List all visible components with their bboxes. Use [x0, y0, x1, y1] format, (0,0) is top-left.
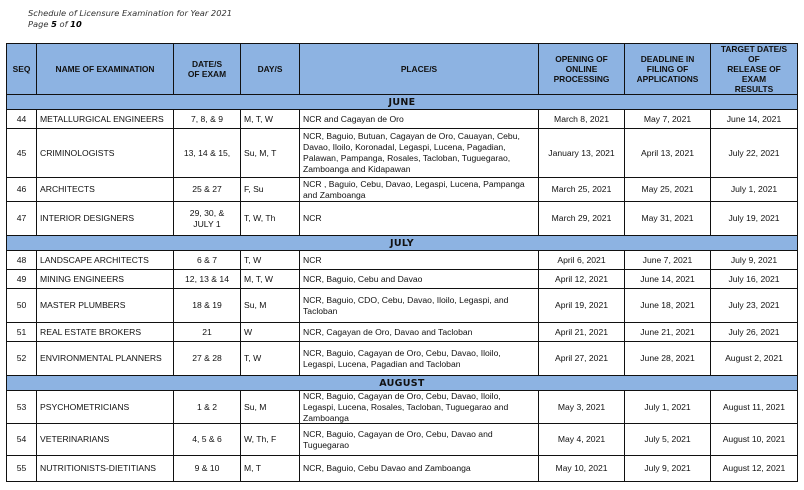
cell-target: August 10, 2021	[711, 424, 798, 456]
cell-opening: March 29, 2021	[539, 202, 625, 236]
cell-opening: May 4, 2021	[539, 424, 625, 456]
cell-name: ENVIRONMENTAL PLANNERS	[37, 342, 174, 376]
cell-target: July 1, 2021	[711, 178, 798, 202]
cell-name: ARCHITECTS	[37, 178, 174, 202]
cell-place: NCR	[300, 202, 539, 236]
cell-name: CRIMINOLOGISTS	[37, 129, 174, 178]
page-total: 10	[70, 19, 82, 29]
cell-day: Su, M	[241, 391, 300, 424]
cell-target: August 12, 2021	[711, 456, 798, 482]
cell-day: F, Su	[241, 178, 300, 202]
header-opening: OPENING OF ONLINE PROCESSING	[539, 44, 625, 95]
cell-opening: April 6, 2021	[539, 251, 625, 270]
cell-date: 9 & 10	[174, 456, 241, 482]
cell-place: NCR, Baguio, Cebu Davao and Zamboanga	[300, 456, 539, 482]
header-day: DAY/S	[241, 44, 300, 95]
month-row-june: JUNE	[7, 95, 798, 110]
month-row-july: JULY	[7, 236, 798, 251]
header-deadline: DEADLINE IN FILING OF APPLICATIONS	[625, 44, 711, 95]
cell-day: T, W, Th	[241, 202, 300, 236]
cell-target: June 14, 2021	[711, 110, 798, 129]
cell-seq: 46	[7, 178, 37, 202]
cell-name: NUTRITIONISTS-DIETITIANS	[37, 456, 174, 482]
cell-place: NCR , Baguio, Cebu, Davao, Legaspi, Lucena, Pampanga and Zamboanga	[300, 178, 539, 202]
cell-opening: April 12, 2021	[539, 270, 625, 289]
cell-seq: 50	[7, 289, 37, 323]
cell-place: NCR, Baguio, Cagayan de Oro, Cebu, Davao and Tuguegarao	[300, 424, 539, 456]
table-row	[7, 110, 798, 129]
table-row	[7, 391, 798, 424]
cell-opening: January 13, 2021	[539, 129, 625, 178]
header-seq: SEQ	[7, 44, 37, 95]
cell-date: 27 & 28	[174, 342, 241, 376]
cell-date: 12, 13 & 14	[174, 270, 241, 289]
table-row	[7, 129, 798, 178]
cell-day: M, T, W	[241, 270, 300, 289]
page-current: 5	[51, 19, 57, 29]
cell-name: LANDSCAPE ARCHITECTS	[37, 251, 174, 270]
table-row	[7, 424, 798, 456]
cell-date: 29, 30, & JULY 1	[174, 202, 241, 236]
cell-seq: 53	[7, 391, 37, 424]
table-row	[7, 251, 798, 270]
cell-seq: 49	[7, 270, 37, 289]
cell-place: NCR, Baguio, Butuan, Cagayan de Oro, Cauayan, Cebu, Davao, Iloilo, Koronadal, Legaspi, Lucena, Pagadian, Palawan, Pampanga, Rosales, Tacloban, Tuguegarao, Zamboanga and Kidapawan	[300, 129, 539, 178]
cell-seq: 51	[7, 323, 37, 342]
cell-deadline: June 18, 2021	[625, 289, 711, 323]
month-row-august: AUGUST	[7, 376, 798, 391]
cell-target: July 9, 2021	[711, 251, 798, 270]
cell-place: NCR and Cagayan de Oro	[300, 110, 539, 129]
cell-day: Su, M	[241, 289, 300, 323]
cell-date: 18 & 19	[174, 289, 241, 323]
cell-target: July 26, 2021	[711, 323, 798, 342]
cell-seq: 52	[7, 342, 37, 376]
cell-deadline: May 7, 2021	[625, 110, 711, 129]
document-title: Schedule of Licensure Examination for Year 2021	[28, 8, 233, 18]
cell-date: 13, 14 & 15,	[174, 129, 241, 178]
header-target: TARGET DATE/S OF RELEASE OF EXAM RESULTS	[711, 44, 798, 95]
cell-opening: April 27, 2021	[539, 342, 625, 376]
cell-date: 1 & 2	[174, 391, 241, 424]
cell-day: W, Th, F	[241, 424, 300, 456]
table-row	[7, 178, 798, 202]
cell-deadline: June 7, 2021	[625, 251, 711, 270]
cell-place: NCR, Baguio, Cagayan de Oro, Cebu, Davao, Iloilo, Legaspi, Lucena, Rosales, Tacloban, Tuguegarao and Zamboanga	[300, 391, 539, 424]
cell-day: M, T, W	[241, 110, 300, 129]
cell-place: NCR, Baguio, Cebu and Davao	[300, 270, 539, 289]
cell-deadline: July 1, 2021	[625, 391, 711, 424]
cell-target: July 16, 2021	[711, 270, 798, 289]
cell-opening: April 21, 2021	[539, 323, 625, 342]
cell-opening: May 3, 2021	[539, 391, 625, 424]
page-indicator: Page 5 of 10	[28, 19, 82, 29]
cell-target: July 19, 2021	[711, 202, 798, 236]
header-name: NAME OF EXAMINATION	[37, 44, 174, 95]
cell-seq: 44	[7, 110, 37, 129]
cell-opening: March 8, 2021	[539, 110, 625, 129]
cell-day: M, T	[241, 456, 300, 482]
cell-day: T, W	[241, 251, 300, 270]
table-row	[7, 202, 798, 236]
cell-deadline: June 28, 2021	[625, 342, 711, 376]
exam-schedule-table	[6, 43, 798, 482]
cell-name: MINING ENGINEERS	[37, 270, 174, 289]
cell-deadline: June 21, 2021	[625, 323, 711, 342]
cell-deadline: April 13, 2021	[625, 129, 711, 178]
table-header-row	[7, 44, 798, 95]
cell-deadline: May 31, 2021	[625, 202, 711, 236]
cell-day: T, W	[241, 342, 300, 376]
cell-place: NCR, Baguio, CDO, Cebu, Davao, Iloilo, Legaspi, and Tacloban	[300, 289, 539, 323]
cell-place: NCR, Cagayan de Oro, Davao and Tacloban	[300, 323, 539, 342]
cell-deadline: June 14, 2021	[625, 270, 711, 289]
cell-date: 4, 5 & 6	[174, 424, 241, 456]
cell-target: July 22, 2021	[711, 129, 798, 178]
table-row	[7, 456, 798, 482]
cell-date: 6 & 7	[174, 251, 241, 270]
cell-deadline: July 9, 2021	[625, 456, 711, 482]
header-date: DATE/S OF EXAM	[174, 44, 241, 95]
cell-name: INTERIOR DESIGNERS	[37, 202, 174, 236]
cell-seq: 48	[7, 251, 37, 270]
cell-opening: March 25, 2021	[539, 178, 625, 202]
cell-date: 21	[174, 323, 241, 342]
cell-name: REAL ESTATE BROKERS	[37, 323, 174, 342]
table-row	[7, 270, 798, 289]
cell-date: 7, 8, & 9	[174, 110, 241, 129]
cell-day: W	[241, 323, 300, 342]
cell-target: July 23, 2021	[711, 289, 798, 323]
header-place: PLACE/S	[300, 44, 539, 95]
cell-target: August 11, 2021	[711, 391, 798, 424]
table-row	[7, 323, 798, 342]
cell-name: MASTER PLUMBERS	[37, 289, 174, 323]
cell-deadline: May 25, 2021	[625, 178, 711, 202]
cell-opening: May 10, 2021	[539, 456, 625, 482]
cell-seq: 54	[7, 424, 37, 456]
cell-date: 25 & 27	[174, 178, 241, 202]
cell-name: VETERINARIANS	[37, 424, 174, 456]
cell-place: NCR, Baguio, Cagayan de Oro, Cebu, Davao, Iloilo, Legaspi, Lucena, Pagadian and Tacloban	[300, 342, 539, 376]
table-row	[7, 289, 798, 323]
cell-seq: 47	[7, 202, 37, 236]
cell-day: Su, M, T	[241, 129, 300, 178]
cell-opening: April 19, 2021	[539, 289, 625, 323]
cell-seq: 45	[7, 129, 37, 178]
cell-target: August 2, 2021	[711, 342, 798, 376]
cell-seq: 55	[7, 456, 37, 482]
document-header	[28, 8, 232, 30]
cell-deadline: July 5, 2021	[625, 424, 711, 456]
table-row	[7, 342, 798, 376]
cell-place: NCR	[300, 251, 539, 270]
cell-name: METALLURGICAL ENGINEERS	[37, 110, 174, 129]
cell-name: PSYCHOMETRICIANS	[37, 391, 174, 424]
